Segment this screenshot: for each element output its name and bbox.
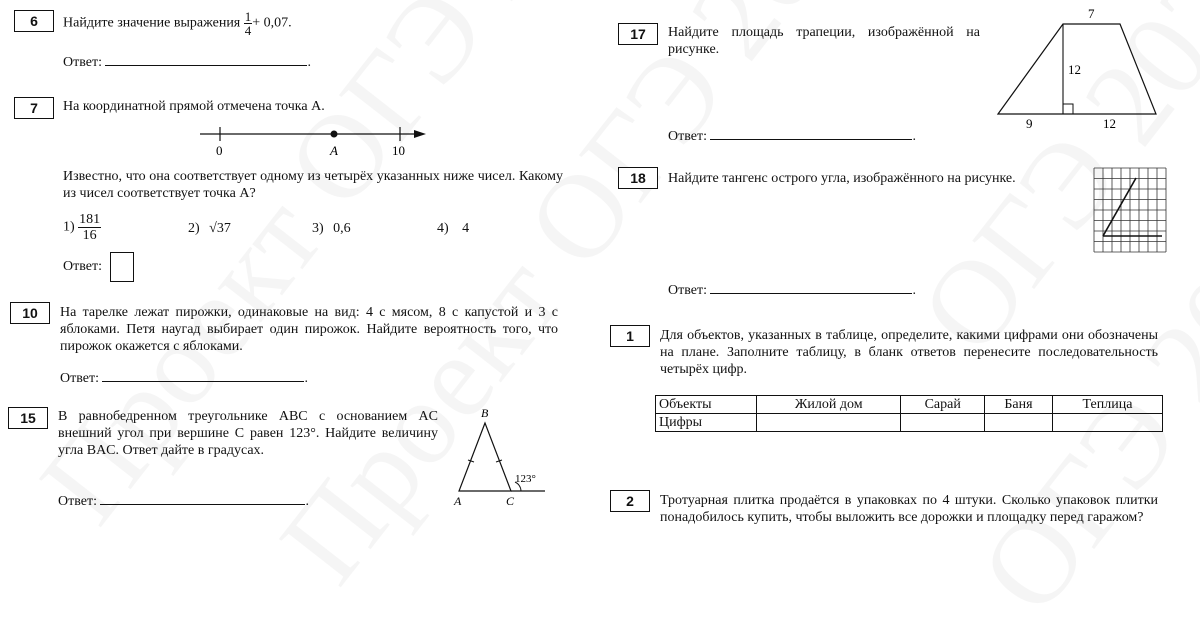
answer-label: Ответ: <box>668 283 707 298</box>
expression-tail: + 0,07. <box>252 15 292 31</box>
fraction-numerator: 181 <box>79 212 101 227</box>
task-text: Найдите тангенс острого угла, изображённого на рисунке. <box>668 171 1016 186</box>
table-cell: Теплица <box>1052 396 1162 414</box>
fraction <box>244 10 253 37</box>
answer-label: Ответ: <box>58 494 97 509</box>
answer-cell[interactable] <box>985 414 1053 432</box>
grid-angle-figure <box>1092 166 1168 254</box>
task-text: В равнобедренном треугольнике ABC с основанием AC внешний угол при вершине C равен 123°. Найдите величину угла BAC. Ответ дайте в градусах. <box>58 409 438 458</box>
task-number: 2 <box>610 490 650 512</box>
point-label: A <box>330 143 338 158</box>
option-label: 1) <box>63 219 75 235</box>
option-value: √37 <box>209 221 231 236</box>
fraction-denominator: 4 <box>244 23 252 38</box>
task-number: 1 <box>610 325 650 347</box>
option <box>188 220 231 237</box>
task-text: На тарелке лежат пирожки, одинаковые на вид: 4 с мясом, 8 с капустой и 3 с яблоками. Петя наугад выбирает один пирожок. Найдите вероятность того, что пирожок окажется с яблоками. <box>60 305 558 354</box>
answer-field[interactable] <box>105 52 307 66</box>
answer-label: Ответ: <box>60 371 99 386</box>
answer-box[interactable] <box>110 252 134 282</box>
number-line <box>190 122 440 162</box>
vertex-label: C <box>506 494 515 508</box>
answer-field[interactable] <box>100 491 305 505</box>
table-cell: Цифры <box>656 414 757 432</box>
point-a <box>331 131 338 138</box>
table-row <box>656 396 1163 414</box>
height-label: 12 <box>1068 62 1081 77</box>
vertex-label: B <box>481 406 489 420</box>
option <box>63 212 101 243</box>
task-text: На координатной прямой отмечена точка A. <box>63 99 325 114</box>
option <box>437 220 469 237</box>
answer-field[interactable] <box>102 368 304 382</box>
fraction-denominator: 16 <box>82 228 97 243</box>
answer-cell[interactable] <box>1052 414 1162 432</box>
answer-row <box>63 258 102 275</box>
segment-label: 9 <box>1026 116 1033 131</box>
fraction-numerator: 1 <box>244 9 252 24</box>
table-cell: Сарай <box>901 396 985 414</box>
answer-cell[interactable] <box>901 414 985 432</box>
fraction <box>78 212 101 243</box>
task-text: Для объектов, указанных в таблице, определите, какими цифрами они обозначены на плане. Заполните таблицу, в бланк ответов перенесите последовательность четырёх цифр. <box>660 328 1158 377</box>
answer-row: Ответ: . <box>60 368 308 387</box>
task-text: Найдите значение выражения <box>63 15 241 31</box>
angle-label: 123° <box>515 473 536 485</box>
option-label: 3) <box>312 221 324 236</box>
tick-label: 10 <box>392 143 405 158</box>
task-number: 7 <box>14 97 54 119</box>
task-text: Тротуарная плитка продаётся в упаковках по 4 штуки. Сколько упаковок плитки понадобилось купить, чтобы выложить все дорожки и площадку перед гаражом? <box>660 493 1158 525</box>
option <box>312 220 351 237</box>
option-value: 0,6 <box>333 221 351 236</box>
tick-label: 0 <box>216 143 223 158</box>
option-label: 2) <box>188 221 200 236</box>
answer-row: Ответ: . <box>58 491 309 510</box>
objects-table <box>655 395 1163 432</box>
answer-field[interactable] <box>710 126 912 140</box>
answer-row: Ответ: . <box>668 280 916 299</box>
table-cell: Жилой дом <box>757 396 901 414</box>
option-label: 4) <box>437 221 449 236</box>
answer-label: Ответ: <box>668 129 707 144</box>
answer-row: Ответ: . <box>668 126 916 145</box>
task-6-text <box>63 10 292 37</box>
task-number: 17 <box>618 23 658 45</box>
side-label: 7 <box>1088 6 1095 21</box>
task-number: 10 <box>10 302 50 324</box>
task-number: 18 <box>618 167 658 189</box>
trapezoid-figure <box>990 4 1165 132</box>
option-value: 4 <box>462 221 470 236</box>
segment-label: 12 <box>1103 116 1116 131</box>
answer-label: Ответ: <box>63 55 102 70</box>
task-number: 15 <box>8 407 48 429</box>
task-text: Найдите площадь трапеции, изображённой на рисунке. <box>668 25 980 57</box>
answer-label: Ответ: <box>63 259 102 274</box>
table-cell: Баня <box>985 396 1053 414</box>
task-text: Известно, что она соответствует одному из четырёх указанных ниже чисел. Какому из чисел соответствует точка A? <box>63 169 563 201</box>
table-cell: Объекты <box>656 396 757 414</box>
table-row <box>656 414 1163 432</box>
isosceles-triangle-figure <box>445 403 555 511</box>
vertex-label: A <box>454 494 462 508</box>
answer-row: Ответ: . <box>63 52 311 71</box>
task-number: 6 <box>14 10 54 32</box>
answer-cell[interactable] <box>757 414 901 432</box>
answer-field[interactable] <box>710 280 912 294</box>
